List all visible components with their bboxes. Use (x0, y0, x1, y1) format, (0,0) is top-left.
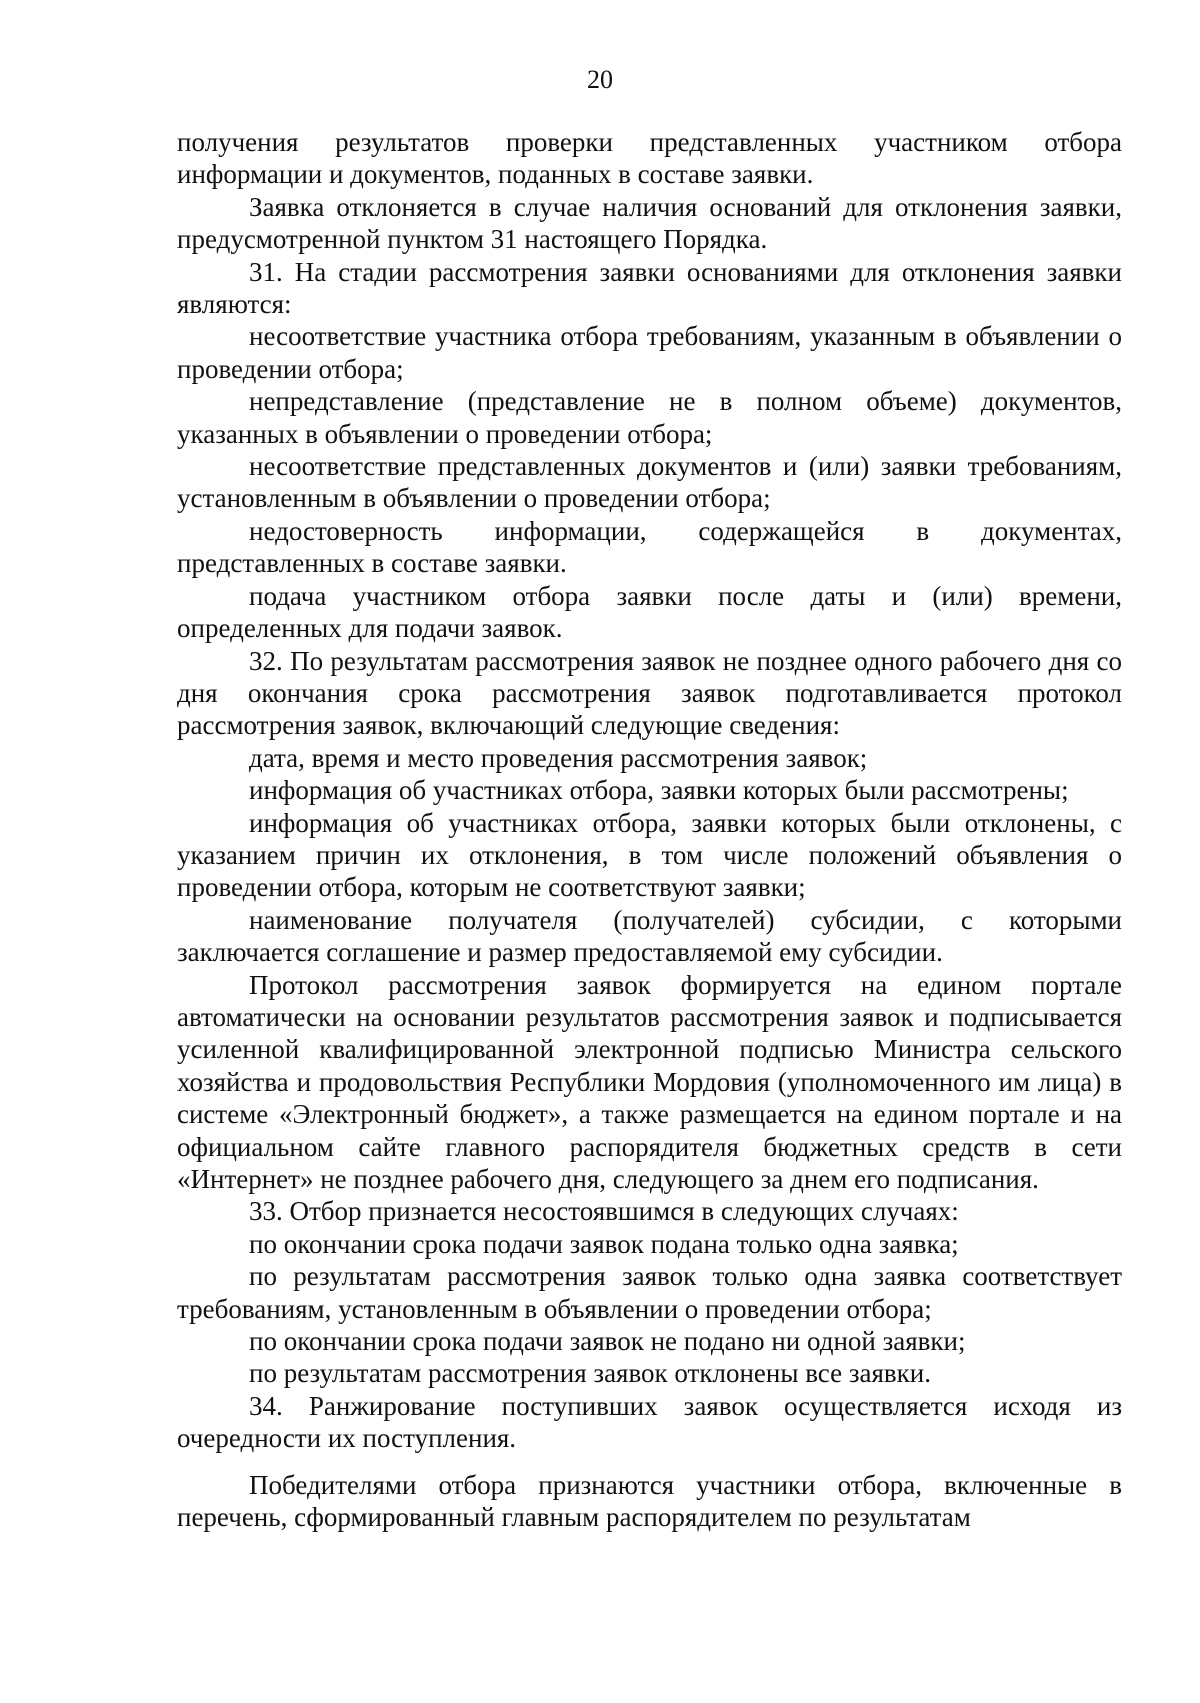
paragraph-10: дата, время и место проведения рассмотрения заявок; (249, 742, 868, 773)
paragraph-clause-34: 34. Ранжирование поступивших заявок осуществляется исходя из очередности их поступления. (177, 1390, 1122, 1454)
paragraph-clause-33: 33. Отбор признается несостоявшимся в следующих случаях: (249, 1196, 959, 1227)
paragraph-13: наименование получателя (получателей) субсидии, с которыми заключается соглашение и размер предоставляемой ему субсидии. (177, 904, 1122, 968)
document-body (177, 126, 1122, 1533)
paragraph-5: непредставление (представление не в полном объеме) документов, указанных в объявлении о проведении отбора; (177, 386, 1122, 449)
paragraph-12: информация об участниках отбора, заявки которых были отклонены, с указанием причин их отклонения, в том числе положений объявления о проведении отбора, которым не соответствуют заявки; (177, 807, 1122, 903)
paragraph-19: по результатам рассмотрения заявок отклонены все заявки. (249, 1358, 931, 1389)
paragraph-11: информация об участниках отбора, заявки которых были рассмотрены; (249, 775, 1069, 806)
paragraph-14: Протокол рассмотрения заявок формируется на едином портале автоматически на основании результатов рассмотрения заявок и подписывается усиленной квалифицированной электронной подписью Министра сельского хозяйства и продовольствия Республики Мордовия (уполномоченного им лица) в системе «Электронный бюджет», а также размещается на едином портале и на официальном сайте главного распорядителя бюджетных средств в сети «Интернет» не позднее рабочего дня, следующего за днем его подписания. (177, 969, 1122, 1194)
paragraph-2: Заявка отклоняется в случае наличия оснований для отклонения заявки, предусмотренной пунктом 31 настоящего Порядка. (177, 191, 1122, 255)
paragraph-7: недостоверность информации, содержащейся в документах, представленных в составе заявки. (177, 515, 1122, 579)
paragraph-clause-31: 31. На стадии рассмотрения заявки основаниями для отклонения заявки являются: (177, 256, 1122, 320)
paragraph-clause-32: 32. По результатам рассмотрения заявок не позднее одного рабочего дня со дня окончания срока рассмотрения заявок подготавливается протокол рассмотрения заявок, включающий следующие сведения: (177, 645, 1122, 741)
paragraph-16: по окончании срока подачи заявок подана только одна заявка; (249, 1228, 959, 1259)
paragraph-6: несоответствие представленных документов и (или) заявки требованиям, установленным в объявлении о проведении отбора; (177, 451, 1122, 514)
paragraph-1: получения результатов проверки представленных участником отбора информации и документов, поданных в составе заявки. (177, 127, 1122, 190)
paragraph-18: по окончании срока подачи заявок не подано ни одной заявки; (249, 1326, 966, 1357)
page-number: 20 (587, 65, 613, 94)
paragraph-4: несоответствие участника отбора требованиям, указанным в объявлении о проведении отбора; (177, 321, 1122, 384)
paragraph-17: по результатам рассмотрения заявок только одна заявка соответствует требованиям, установленным в объявлении о проведении отбора; (177, 1261, 1122, 1324)
paragraph-21: Победителями отбора признаются участники отбора, включенные в перечень, сформированный главным распорядителем по результатам (177, 1469, 1122, 1533)
paragraph-8: подача участником отбора заявки после даты и (или) времени, определенных для подачи заявок. (177, 580, 1122, 644)
